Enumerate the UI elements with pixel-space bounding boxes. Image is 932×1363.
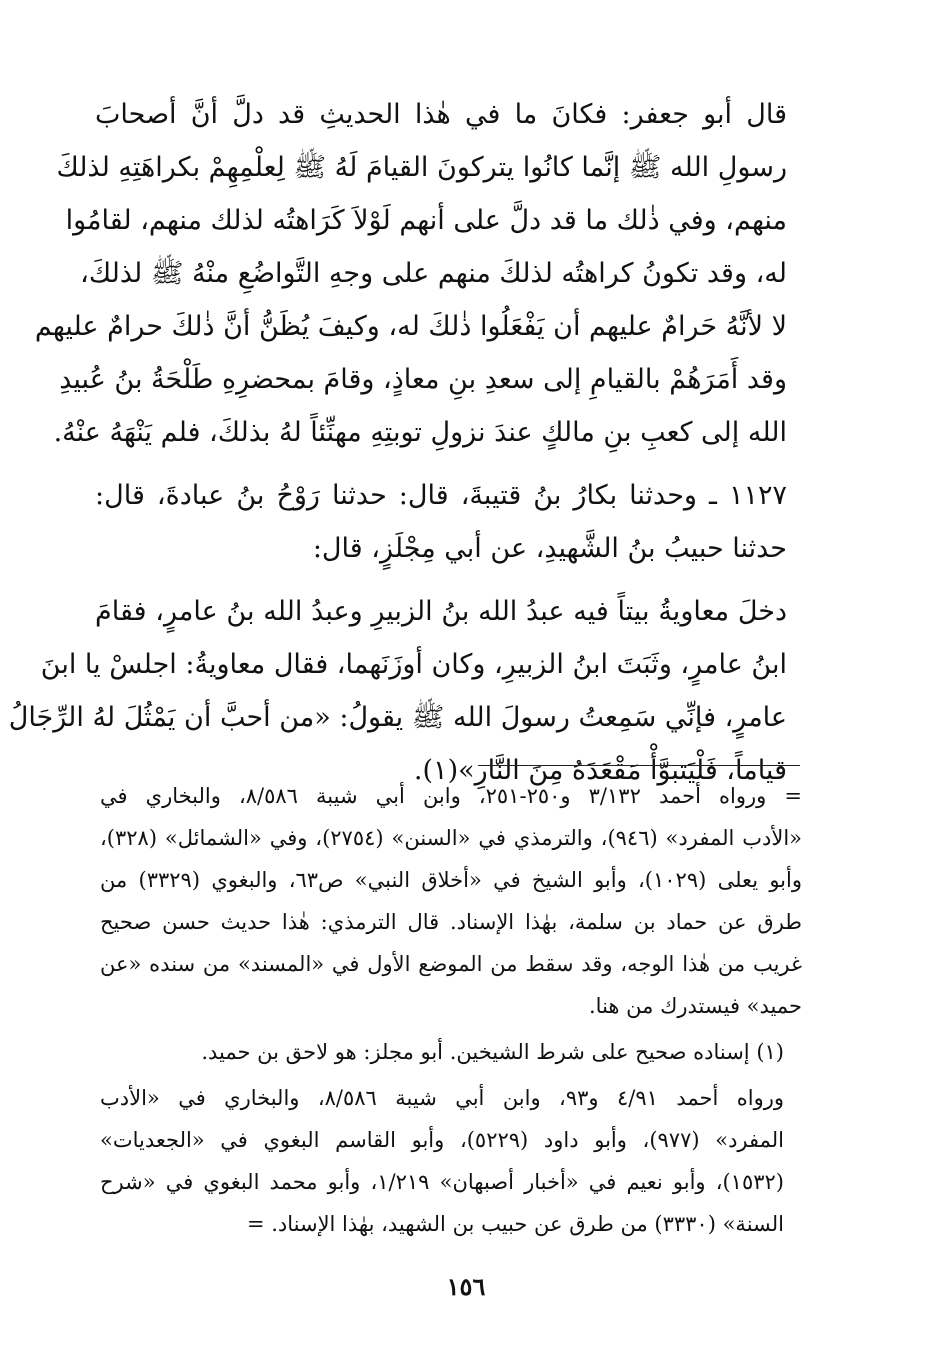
- text-line: وقد أَمَرَهُمْ بالقيامِ إلى سعدِ بنِ معاذٍ، وقامَ بمحضرِهِ طَلْحَةُ بنُ عُبيدِ: [59, 364, 787, 395]
- footnote-line: (١٥٣٢)، وأبو نعيم في «أخبار أصبهان» ١/٢١٩، وأبو محمد البغوي في «شرح: [100, 1170, 784, 1194]
- footnote-line: ورواه أحمد ٤/٩١ و٩٣، وابن أبي شيبة ٨/٥٨٦، والبخاري في «الأدب: [100, 1086, 784, 1110]
- page-number: ١٥٦: [446, 1272, 486, 1301]
- footnote-line: «الأدب المفرد» (٩٤٦)، والترمذي في «السنن» (٢٧٥٤)، وفي «الشمائل» (٣٢٨)،: [100, 826, 803, 850]
- footnotes: [100, 775, 802, 1249]
- footnote-line: وأبو يعلى (١٠٢٩)، وأبو الشيخ في «أخلاق النبي» ص٦٣، والبغوي (٣٣٢٩) من: [100, 868, 802, 892]
- text-line: الله إلى كعبِ بنِ مالكٍ عندَ نزولِ توبتِهِ مهنِّئاً لهُ بذلكَ، فلم يَنْهَهُ عنْهُ.: [53, 417, 787, 448]
- text-line: منهم، وفي ذٰلك ما قد دلَّ على أنهم لَوْلاَ كَرَاهتُه لذلك منهم، لقامُوا: [65, 205, 787, 236]
- text-line: له، وقد تكونُ كراهتُه لذلكَ منهم على وجهِ التَّواضُعِ منْهُ ﷺ لذلكَ،: [80, 258, 787, 289]
- text-line: ابنُ عامرٍ، وثَبَتَ ابنُ الزبيرِ، وكان أوزَنَهما، فقال معاويةُ: اجلسْ يا ابنَ: [40, 649, 787, 680]
- footnote-line: = ورواه أحمد ٣/١٣٢ و٢٥٠-٢٥١، وابن أبي شيبة ٨/٥٨٦، والبخاري في: [100, 784, 802, 808]
- footnote-line: المفرد» (٩٧٧)، وأبو داود (٥٢٢٩)، وأبو القاسم البغوي في «الجعديات»: [100, 1128, 785, 1152]
- footnote-separator: [478, 765, 800, 766]
- text-line: لا لأنَّهُ حَرامٌ عليهم أن يَفْعَلُوا ذٰلكَ له، وكيفَ يُظَنُّ أنَّ ذٰلكَ حرامٌ عليهم: [34, 311, 787, 342]
- text-line: قال أبو جعفر: فكانَ ما في هٰذا الحديثِ قد دلَّ أنَّ أصحابَ: [95, 99, 787, 130]
- text-line: قياماً، فَلْيَتبوَّأْ مَقْعَدَهُ مِنَ النَّارِ»(١).: [413, 755, 787, 786]
- footnote-1: [100, 1031, 802, 1073]
- footnote-line: غريب من هٰذا الوجه، وقد سقط من الموضع الأول في «المسند» من سنده «عن: [100, 952, 802, 976]
- text-line: عامرٍ، فإنِّي سَمِعتُ رسولَ الله ﷺ يقولُ: «من أحبَّ أن يَمْثُلَ لهُ الرِّجَالُ: [8, 702, 787, 733]
- text-line: حدثنا حبيبُ بنُ الشَّهيدِ، عن أبي مِجْلَزٍ، قال:: [312, 533, 787, 564]
- footnote-1-sources: [100, 1077, 802, 1245]
- footnote-line: حميد» فيستدرك من هنا.: [589, 994, 802, 1018]
- text-line: دخلَ معاويةُ بيتاً فيه عبدُ الله بنُ الزبيرِ وعبدُ الله بنُ عامرٍ، فقامَ: [95, 596, 787, 627]
- footnote-continued: [100, 775, 802, 1027]
- text-line: رسولِ الله ﷺ إنَّما كانُوا يتركونَ القيامَ لَهُ ﷺ لِعلْمِهِمْ بكراهَتِهِ لذلكَ: [56, 152, 787, 183]
- footnote-line: طرق عن حماد بن سلمة، بهٰذا الإسناد. قال الترمذي: هٰذا حديث حسن صحيح: [100, 910, 802, 934]
- paragraph-commentary: [34, 88, 805, 459]
- main-text: [8, 88, 805, 807]
- footnote-line: السنة» (٣٣٣٠) من طرق عن حبيب بن الشهيد، بهٰذا الإسناد. =: [246, 1212, 784, 1236]
- footnote-line: (١) إسناده صحيح على شرط الشيخين. أبو مجلز: هو لاحق بن حميد.: [201, 1040, 784, 1064]
- paragraph-isnad: [95, 469, 805, 575]
- text-line: ١١٢٧ ـ وحدثنا بكارُ بنُ قتيبةَ، قال: حدثنا رَوْحُ بنُ عبادةَ، قال:: [95, 480, 787, 511]
